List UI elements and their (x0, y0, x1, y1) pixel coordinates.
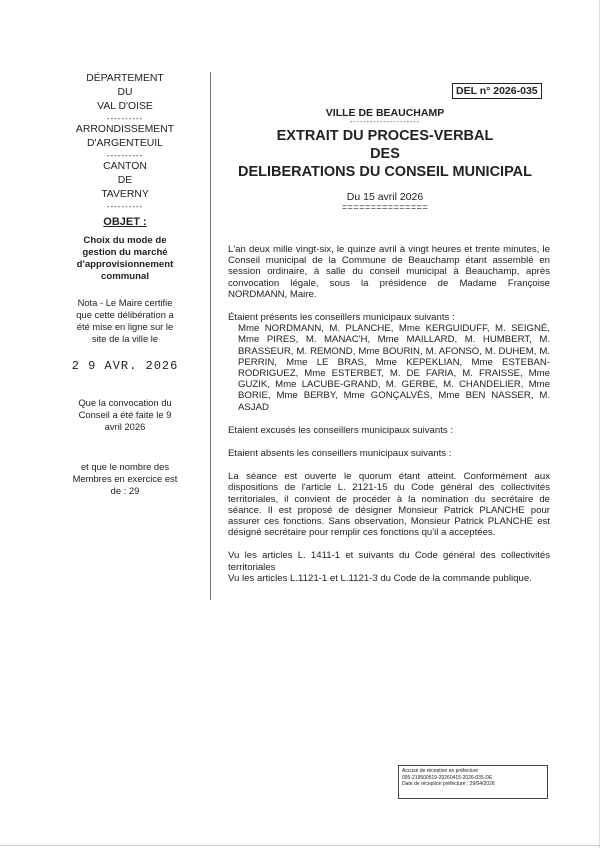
convocation-line: Conseil a été faite le 9 (78, 409, 172, 420)
document-header (220, 107, 550, 212)
header-underline: =============== (341, 202, 429, 212)
separator: ---------- (106, 114, 144, 123)
spacer (50, 433, 200, 461)
vu-line: Vu les articles L. 1411-1 et suivants du Code général des collectivités territoriales (228, 550, 550, 573)
objet-label: OBJET : (103, 216, 147, 228)
objet-text-line: gestion du marché (82, 247, 168, 258)
scan-edge (0, 845, 600, 846)
separator: ---------- (106, 151, 144, 160)
document-body (228, 244, 550, 596)
objet-text-line: communal (101, 271, 149, 282)
objet-text-line: Choix du mode de (83, 235, 167, 246)
convocation-line: avril 2026 (104, 421, 146, 432)
presents-label: Étaient présents les conseillers municipaux suivants : (228, 312, 455, 324)
absents-label: Etaient absents les conseillers municipaux suivants : (228, 448, 452, 460)
canton: CANTON (103, 161, 147, 172)
membres-line: et que le nombre des (80, 461, 170, 472)
ville: VILLE DE BEAUCHAMP (325, 107, 445, 119)
presents-list: Mme NORDMANN, M. PLANCHE, Mme KERGUIDUFF, M. SEIGNÉ, Mme PIRES, M. MANAC'H, Mme MAILLARD, M. HUMBERT, M. BRASSEUR, M. REMOND, Mme BOURIN, M. AFONSO, M. DUHEM, M. PERRIN, Mme LE BRAS, Mme KEPEKLIAN, Mme ESTEBAN-RODRIGUEZ, Mme ESTERBET, M. DE FARIA, M. FRAISSE, Mme GUZIK, Mme LACUBE-GRAND, M. GERBE, M. CHANDELIER, Mme BORIE, Mme BERBY, Mme GONÇALVÈS, Mme BEN NASSER, M. ASJAD (238, 323, 550, 413)
receipt-line: 095-219500519-20260415-2026-035-DE (402, 774, 493, 781)
departement: DÉPARTEMENT (86, 73, 164, 84)
nota-line: Nota - Le Maire certifie (77, 297, 173, 308)
header-dashes: --------------------- (350, 119, 420, 126)
del-number: DEL n° 2026-035 (452, 83, 542, 99)
argenteuil: D'ARGENTEUIL (87, 138, 163, 149)
left-column (50, 72, 200, 497)
separator: ---------- (106, 202, 144, 211)
column-divider (210, 72, 211, 600)
seance-paragraph: La séance est ouverte le quorum étant atteint. Conformément aux dispositions de l'article L. 2121-15 du Code général des collectivités territoriales, il convient de procéder à la nomination du secrétaire de séance. Il est proposé de désigner Monsieur Patrick PLANCHE pour assurer ces fonctions. Sans observation, Monsieur Patrick PLANCHE est désigné secrétaire pour remplir ces fonctions qu'il a acceptées. (228, 471, 550, 539)
title-line: EXTRAIT DU PROCES-VERBAL (276, 128, 494, 144)
receipt-stamp (398, 765, 548, 799)
excuses-label: Etaient excusés les conseillers municipaux suivants : (228, 424, 454, 436)
intro-paragraph: L'an deux mille vingt-six, le quinze avril à vingt heures et trente minutes, le Conseil municipal de la Commune de Beauchamp étant assemblé en session ordinaire, à salle du conseil municipal à Beauchamp, après convocation légale, sous la présidence de Madame Françoise NORDMANN, Maire. (228, 244, 550, 300)
taverny: TAVERNY (101, 189, 149, 200)
nota-line: site de la ville le (91, 333, 159, 344)
title-line: DES (370, 146, 400, 162)
val-doise: VAL D'OISE (97, 101, 153, 112)
nota-line: été mise en ligne sur le (76, 321, 174, 332)
de: DE (117, 175, 133, 186)
arrondissement: ARRONDISSEMENT (75, 124, 175, 135)
objet-text (50, 235, 200, 283)
vu-line: Vu les articles L.1121-1 et L.1121-3 du Code de la commande publique. (228, 572, 532, 584)
membres-line: Membres en exercice est (72, 473, 178, 484)
du: DU (117, 87, 133, 98)
receipt-line: Accusé de réception en préfecture (402, 768, 479, 774)
stamp-date: 2 9 AVR. 2026 (71, 359, 179, 373)
membres-line: de : 29 (110, 485, 140, 496)
receipt-line: Date de réception préfecture : 29/04/2026 (402, 781, 495, 787)
objet-text-line: d'approvisionnement (76, 259, 174, 270)
title-line: DELIBERATIONS DU CONSEIL MUNICIPAL (237, 164, 533, 180)
session-date: Du 15 avril 2026 (346, 191, 424, 203)
nota-line: que cette délibération a (76, 309, 174, 320)
convocation-line: Que la convocation du (78, 397, 172, 408)
